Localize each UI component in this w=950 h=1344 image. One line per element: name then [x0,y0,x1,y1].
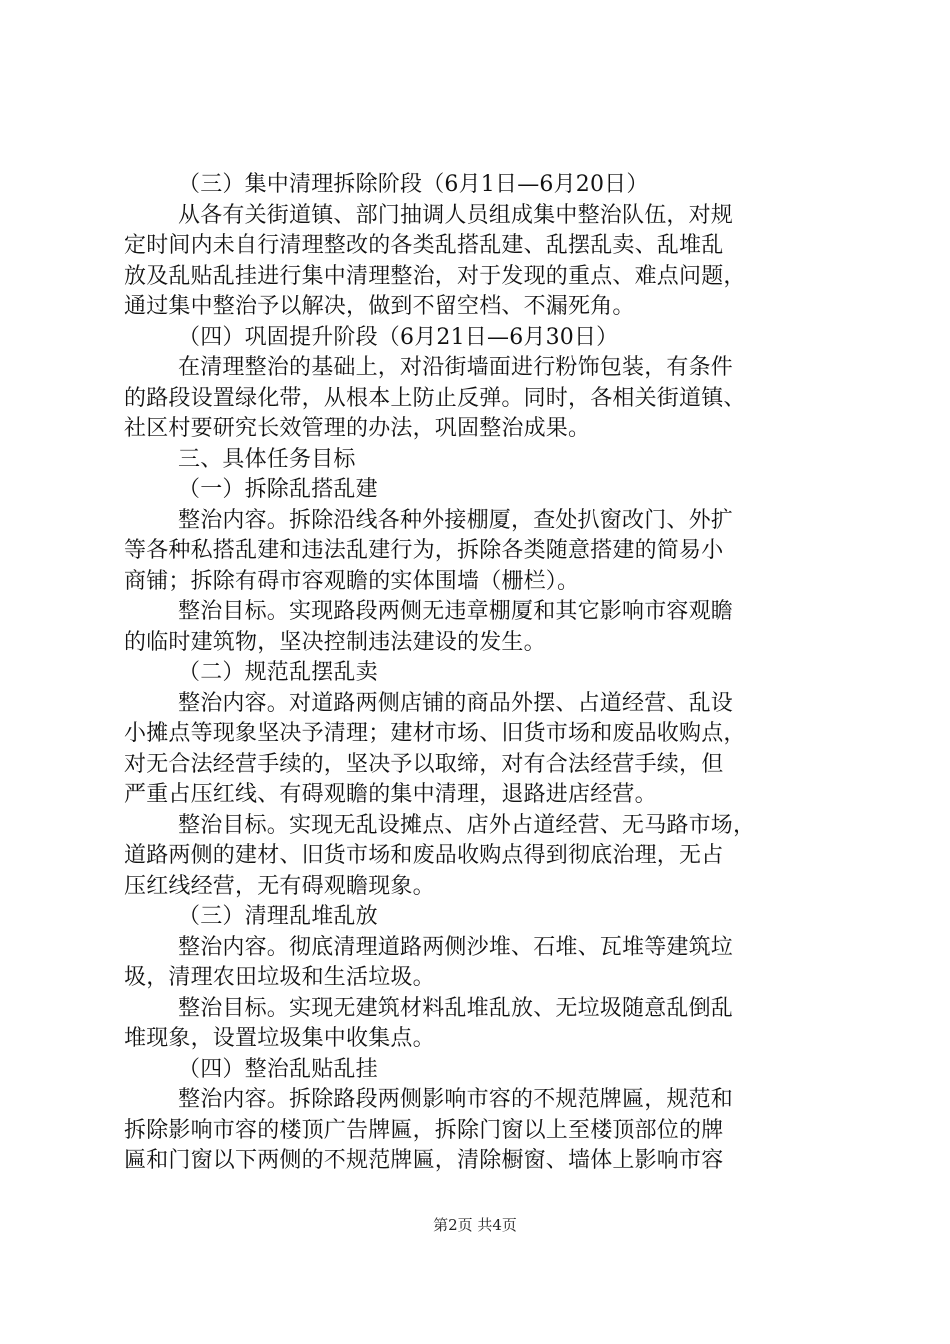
text-line: （三）清理乱堆乱放 [178,904,378,929]
text-line: 在清理整治的基础上，对沿街墙面进行粉饰包装，有条件 [178,355,734,380]
text-line: 放及乱贴乱挂进行集中清理整治，对于发现的重点、难点问题， [124,263,746,289]
text-line: 整治内容。对道路两侧店铺的商品外摆、占道经营、乱设 [178,690,734,716]
text-line: 的路段设置绿化带，从根本上防止反弹。同时，各相关街道镇、 [124,385,746,411]
text-line: （一）拆除乱搭乱建 [178,477,378,502]
text-line: 通过集中整治予以解决，做到不留空档、不漏死角。 [124,294,635,319]
text-line: （四）整治乱贴乱挂 [178,1056,378,1082]
text-line: 整治目标。实现路段两侧无违章棚厦和其它影响市容观瞻 [178,599,734,624]
text-line: 对无合法经营手续的，坚决予以取缔，对有合法经营手续，但 [124,751,724,777]
text-line: 从各有关街道镇、部门抽调人员组成集中整治队伍，对规 [178,202,734,228]
text-line: 三、具体任务目标 [178,446,356,472]
text-line: 整治目标。实现无建筑材料乱堆乱放、无垃圾随意乱倒乱 [178,995,734,1021]
text-line: 严重占压红线、有碍观瞻的集中清理，退路进店经营。 [124,782,657,807]
text-line: 道路两侧的建材、旧货市场和废品收购点得到彻底治理，无占 [124,843,724,868]
text-line: 整治目标。实现无乱设摊点、店外占道经营、无马路市场， [178,812,756,838]
text-line: 拆除影响市容的楼顶广告牌匾，拆除门窗以上至楼顶部位的牌 [124,1117,724,1143]
text-line: 堆现象，设置垃圾集中收集点。 [124,1026,435,1051]
text-line: 整治内容。拆除路段两侧影响市容的不规范牌匾，规范和 [178,1087,734,1112]
text-line: 整治内容。拆除沿线各种外接棚厦，查处扒窗改门、外扩 [178,507,734,533]
text-line: 社区村要研究长效管理的办法，巩固整治成果。 [124,416,591,441]
text-line: 整治内容。彻底清理道路两侧沙堆、石堆、瓦堆等建筑垃 [178,934,734,960]
text-line: 的临时建筑物，坚决控制违法建设的发生。 [124,629,546,655]
text-line: 商铺；拆除有碍市容观瞻的实体围墙（栅栏）。 [124,568,580,594]
text-line: （二）规范乱摆乱卖 [178,660,378,685]
text-line: （四）巩固提升阶段（6月21日—6月30日） [178,324,619,350]
text-line: 压红线经营，无有碍观瞻现象。 [124,873,435,899]
text-line: 圾，清理农田垃圾和生活垃圾。 [124,965,435,990]
text-line: （三）集中清理拆除阶段（6月1日—6月20日） [178,172,649,197]
document-body [124,170,832,1177]
text-line: 等各种私搭乱建和违法乱建行为，拆除各类随意搭建的简易小 [124,538,724,563]
page-footer: 第2页 共4页 [433,1216,517,1234]
text-line: 匾和门窗以下两侧的不规范牌匾，清除橱窗、墙体上影响市容 [124,1148,724,1173]
text-line: 小摊点等现象坚决予清理；建材市场、旧货市场和废品收购点， [124,721,746,746]
text-line: 定时间内未自行清理整改的各类乱搭乱建、乱摆乱卖、乱堆乱 [124,233,724,258]
